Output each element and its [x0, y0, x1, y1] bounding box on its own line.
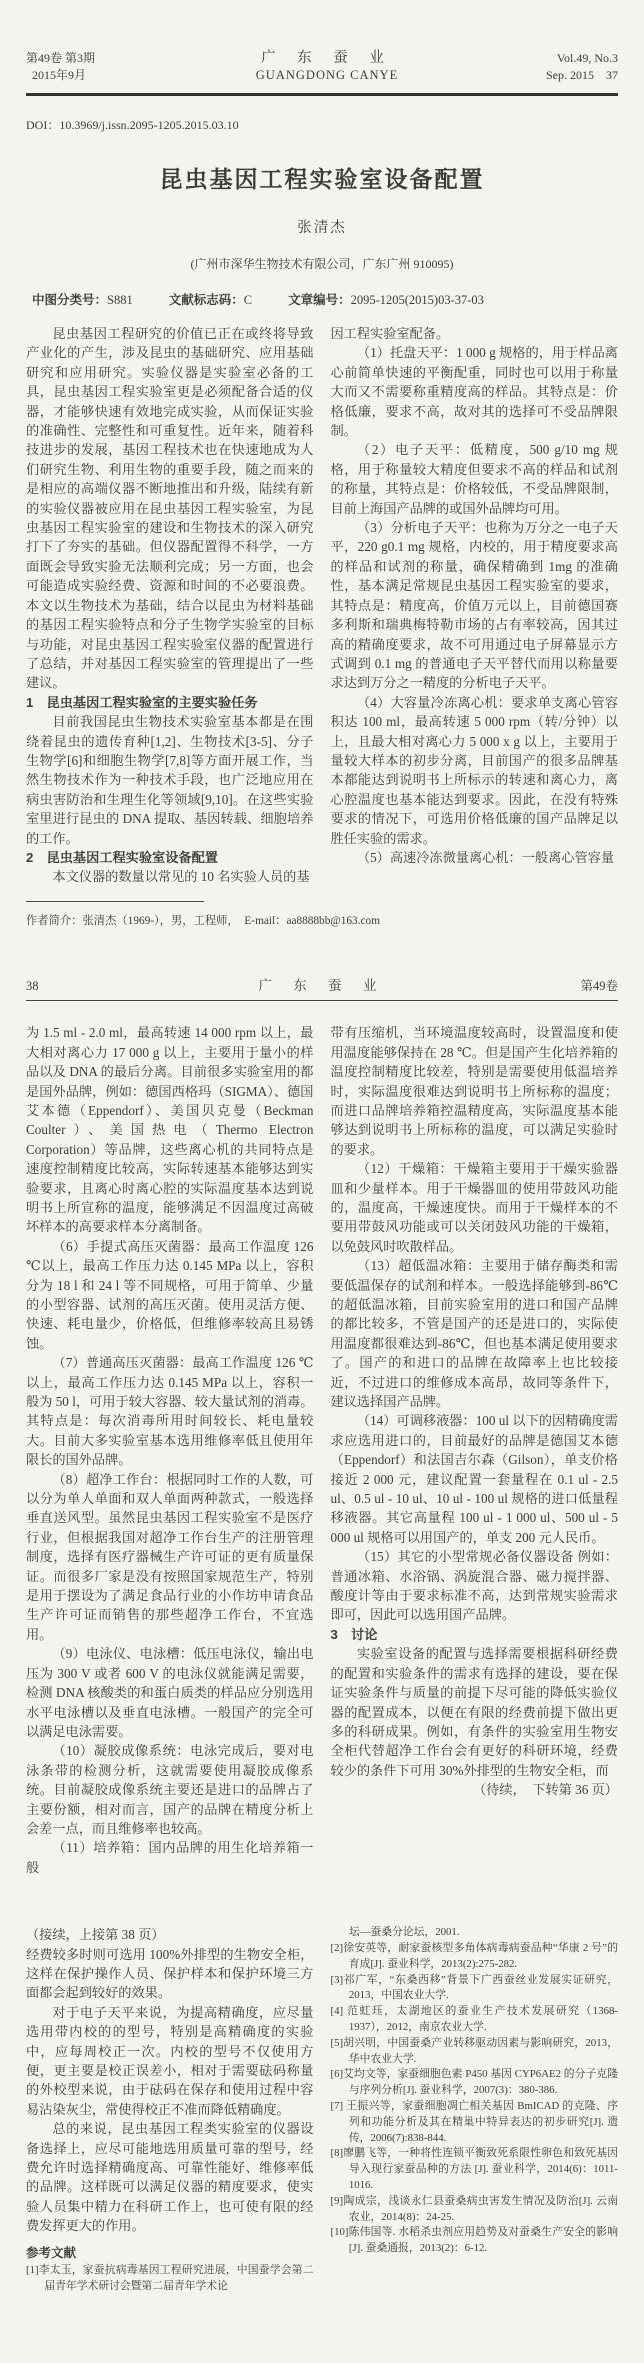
paragraph: （7）普通高压灭菌器：最高工作温度 126 ℃以上，最高工作压力达 0.145 MPa 以上，容积一般为 50 l，可用于较大容器、较大量试剂的消毒。其特点是：每次消毒所用时间较长、耗电量较大。目前大多实验室基本选用维修率低且使用年限长的国外品牌。: [26, 1355, 314, 1468]
paragraph: 因工程实验室配备。: [330, 326, 450, 341]
continuation-column-left: [26, 1925, 314, 2295]
document-code-label: 文献标志码：: [168, 293, 244, 307]
article-id: [288, 290, 484, 308]
section-heading: 3 讨论: [330, 1626, 378, 1642]
paragraph: 经费较多时则可选用 100%外排型的生物安全柜，这样在保护操作人员、保护样本和保护环境三方面都会起到较好的效果。: [26, 1946, 314, 2001]
document-code-value: C: [243, 293, 253, 307]
running-head-journal: 广 东 蚕 业: [258, 977, 386, 993]
paragraph: 实验室设备的配置与选择需要根据科研经费的配置和实验条件的需求有选择的建设，要在保证实验条件与质量的前提下尽可能的降低实验仪器的配置成本，以便在有限的经费前提下做出更多的科研成果。例如，有条件的实验室用生物安全柜代替超净工作台会有更好的科研环境，经费较少的条件下可用 30%外排型的生物安全柜，而: [330, 1646, 618, 1778]
paragraph: 总的来说，昆虫基因工程类实验室的仪器设备选择上，应尽可能地选用质量可靠的型号，经费允许时选择精确度高、可靠性能好、维修率低的品牌。这样既可以满足仪器的精度要求，使实验人员集中精力在科研工作上，也可使有限的经费发挥更大的作用。: [26, 2121, 314, 2234]
page-38: [0, 974, 644, 1877]
volume-issue-en: Vol.49, No.3: [556, 51, 618, 65]
issue-date-cn: 2015年9月: [32, 68, 87, 82]
article-id-value: 2095-1205(2015)03-37-03: [350, 293, 484, 307]
paragraph: 本文仪器的数量以常见的 10 名实验人员的基: [52, 869, 310, 885]
body-columns-p36: [26, 1925, 618, 2295]
volume-issue-block: [26, 50, 156, 84]
body-column-right: [331, 1023, 619, 1877]
article-id-label: 文章编号：: [288, 293, 351, 307]
author-bio-footnote: 作者简介：张清杰（1969-），男，工程师， E-mail：aa8888bb@163.com: [26, 914, 380, 927]
document-code: [169, 290, 252, 308]
reference-item: [10]陈伟国等. 水稻杀虫剂应用趋势及对蚕桑生产安全的影响[J]. 蚕桑通报，2013(2)：6-12.: [330, 2226, 618, 2255]
body-column-left: [26, 1023, 314, 1877]
reference-item: [6]艾均文等，家蚕细胞色素 P450 基因 CYP6AE2 的分子克隆与序列分析[J]. 蚕业科学，2007(3)：380-386.: [330, 2068, 618, 2097]
paragraph: （1）托盘天平：1 000 g 规格的，用于样品离心前简单快速的平衡配重，同时也可以用于称量大而又不需要称重精度高的样品。其特点是：价格低廉，要求不高，故对其的选择可不受品牌限制。: [330, 345, 618, 439]
article-title: 昆虫基因工程实验室设备配置: [159, 166, 485, 192]
clc-number-value: S881: [107, 293, 133, 307]
reference-item: [5]胡兴明，中国蚕桑产业转移驱动因素与影响研究，2013，华中农业大学.: [330, 2036, 618, 2065]
author-affiliation: (广州市深华生物技术有限公司，广东广州 910095): [190, 257, 454, 271]
body-column-right: [331, 324, 619, 887]
paragraph: （15）其它的小型常规必备仪器设备 例如：普通冰箱、水浴锅、涡旋混合器、磁力搅拌器、酸度计等由于要求标准不高，达到常规实验需求即可，因此可以选用国产品牌。: [330, 1549, 618, 1623]
journal-title-cn: 广 东 蚕 业: [261, 50, 393, 66]
volume-issue-cn: 第49卷 第3期: [26, 51, 96, 65]
clc-number-label: 中图分类号：: [32, 293, 108, 307]
author-name: 张清杰: [297, 220, 347, 236]
section-heading: 1 昆虫基因工程实验室的主要实验任务: [26, 694, 258, 710]
paragraph: （12）干燥箱：干燥箱主要用于干燥实验器皿和少量样本。用于干燥器皿的使用带鼓风功能的，温度高，干燥速度快。而用于干燥样本的不要用带鼓风功能或可以关闭鼓风功能的干燥箱，以免鼓风时吹散样品。: [330, 1161, 618, 1254]
page-37: [0, 0, 644, 928]
paragraph: （接续，上接第 38 页）: [26, 1927, 165, 1943]
reference-item: [7] 王振兴等，家蚕细胞凋亡相关基因 BmICAD 的克隆、序列和功能分析及其在精巢中特异表达的初步研究[J]. 遗传，2006(7):838-844.: [330, 2099, 618, 2144]
paragraph: （2）电子天平：低精度，500 g/10 mg 规格，用于称量较大精度但要求不高的样品和试剂的称量，其特点是：价格较低，不受品牌限制，目前上海国产品牌的或国外品牌均可用。: [330, 442, 618, 516]
reference-item: [9]陶成宗，浅谈永仁县蚕桑病虫害发生情况及防治[J]. 云南农业，2014(8)：24-25.: [330, 2194, 618, 2223]
body-columns-p38: [26, 1023, 618, 1877]
paragraph: 对于电子天平来说，为提高精确度，应尽量选用带内校的的型号，特别是高精确度的实验中，应每周校正一次。内校的型号不仅使用方便，更主要是校正误差小，相对于需要砝码称量的外校型来说，由于砝码在保存和使用过程中容易沾染灰尘，常使得校正不准而降低精确度。: [26, 2004, 314, 2117]
journal-title-block: [156, 50, 498, 84]
body-columns-p37: [26, 324, 618, 887]
article-meta-row: [26, 290, 618, 308]
clc-number: [32, 290, 133, 308]
reference-item: 坛—蚕桑分论坛，2001.: [348, 1926, 460, 1939]
paragraph: 昆虫基因工程研究的价值已正在或终将导致产业化的产生，涉及昆虫的基础研究、应用基础研究和应用研究。实验仪器是实验室必备的工具，昆虫基因工程实验室更是必须配备合适的仪器，才能够快速有效地完成实验，从而保证实验的准确性、完整性和可重复性。近年来，随着科技进步的发展，基因工程技术也在快速地成为人们研究生物、利用生物的重要手段，随之而来的是相应的高端仪器不断地推出和升级，陆续有新的实验仪器被应用在昆虫基因工程实验室，为昆虫基因工程实验室的建设和生物技术的深入研究打下了夯实的基础。但仪器配置得不科学，一方面既会导致实验无法顺利完成；另一方面，也会可能造成实验经费、资源和时间的不必要浪费。本文以生物技术为基础，结合以昆虫为材料基础的基因工程实验特点和分子生物学实验室的目标与功能，对昆虫基因工程实验室仪器的配置进行了总结，并对基因工程实验室的管理提出了一些建议。: [26, 326, 314, 691]
paragraph: （3）分析电子天平：也称为万分之一电子天平，220 g0.1 mg 规格，内校的，用于精度要求高的样品和试剂的称量，确保精确到 1mg 的准确性，基本满足常规昆虫基因工程实验室的要求，其特点是：精度高，价值万元以上，目前德国赛多利斯和瑞典梅特勒市场的占有率较高，因其过高的精确度要求，故不可用通过电子屏幕显示方式调到 0.1 mg 的普通电子天平替代而用以称量要求达到万分之一精度的分析电子天平。: [330, 520, 618, 691]
reference-item: [8]廖鹏飞等，一种将性连锁平衡致死系限性卵色和致死基因导入现行家蚕品种的方法 [J]. 蚕业科学，2014(6)：1011-1016.: [330, 2147, 618, 2191]
references-column: [331, 1925, 619, 2295]
paragraph: （11）培养箱：国内品牌的用生化培养箱一般: [26, 1840, 314, 1875]
paragraph: 目前我国昆虫生物技术实验室基本都是在围绕着昆虫的遗传育种[1,2]、生物技术[3-5]、分子生物学[6]和细胞生物学[7,8]等方面开展工作，当然生物技术作为一种技术手段，也广泛地应用在病虫害防治和生理生化等领域[9,10]。在这些实验室里进行昆虫的 DNA 提取、基因转载、细胞培养的工作。: [26, 714, 314, 846]
paragraph: （5）高速冷冻微量离心机：一般离心管容量: [356, 849, 615, 865]
body-column-left: [26, 324, 314, 887]
paragraph: （6）手提式高压灭菌器：最高工作温度 126 ℃以上，最高工作压力达 0.145 MPa 以上，容积分为 18 l 和 24 l 等不同规格，可用于简单、少量的小型容器、试剂的高压灭菌。使用灵活方便、快速、耗电量少，价格低，但维修率较高且易锈蚀。: [26, 1238, 314, 1351]
footnote-divider: [26, 901, 204, 902]
running-header: [26, 974, 618, 994]
paragraph: （4）大容量冷冻离心机：要求单支离心管容积达 100 ml，最高转速 5 000 rpm（转/分钟）以上，且最大相对离心力 5 000 x g 以上，主要用于量较大样本的初步分离，目前国产的很多品牌基本都能达到说明书上所标示的转速和离心力，离心腔温度也基本能达到要求。因此，在没有特殊要求的情况下，可选用价格低廉的国产品牌足以胜任实验的需求。: [330, 694, 618, 846]
paragraph: （13）超低温冰箱：主要用于储存酶类和需要低温保存的试剂和样本。一般选择能够到-86℃的超低温冰箱，目前实验室用的进口和国产品牌的都比较多，不管是国产的还是进口的，实际使用温度都很难达到-86℃，但也基本满足使用要求了。国产的和进口的品牌在故障率上也比较接近，不过进口的维修成本高昂，故同等条件下，建议选择国产品牌。: [330, 1258, 618, 1409]
reference-item: [1]李太玉，家蚕抗病毒基因工程研究进展，中国蚕学会第二届青年学术研讨会暨第二届青年学术论: [26, 2264, 314, 2292]
reference-item: [3]祁广军，“东桑西移”背景下广西蚕丝业发展实证研究，2013，中国农业大学.: [330, 1973, 618, 2002]
issue-date-page-en: Sep. 2015 37: [545, 68, 618, 82]
journal-header: [26, 50, 618, 84]
reference-item: [4] 范虹珏，太湖地区的蚕业生产技术发展研究（1368-1937），2012，南京农业大学.: [330, 2005, 618, 2033]
page-number: 38: [26, 978, 39, 993]
doi-line: DOI：10.3969/j.issn.2095-1205.2015.03.10: [26, 118, 239, 132]
references-heading: 参考文献: [26, 2245, 77, 2260]
paragraph: （14）可调移液器：100 ul 以下的因精确度需求应选用进口的，目前最好的品牌是德国艾本德（Eppendorf）和法国吉尔森（Gilson），单支价格接近 2 000 元，建议配置一套量程在 0.1 ul - 2.5 ul、0.5 ul - 10 ul、10 ul - 100 ul 规格的进口低量程移液器。其它高量程 100 ul - 1 000 ul、500 ul - 5 000 ul 规格可以用国产的，单支 200 元人民币。: [330, 1413, 618, 1545]
paragraph: （8）超净工作台：根据同时工作的人数，可以分为单人单面和双人单面两种款式，一般选择垂直送风型。虽然昆虫基因工程实验室不是医疗行业，但根据我国对超净工作台生产的注册管理制度，选择有医疗器械生产许可证的更有质量保证。而很多厂家是没有按照国家规范生产，特别是用于摆设为了满足食品行业的小作坊申请食品生产许可证而销售的那些超净工作台，不宜选用。: [26, 1471, 314, 1642]
volume-issue-en-block: [498, 50, 618, 84]
paragraph: （待续， 下转第 36 页）: [472, 1782, 618, 1798]
paragraph: 为 1.5 ml - 2.0 ml，最高转速 14 000 rpm 以上，最大相对离心力 17 000 g 以上，主要用于量小的样品以及 DNA 的最后分离。目前很多实验室用的都是国外品牌，例如：德国西格玛（SIGMA）、德国艾本德（Eppendorf）、美国贝克曼（Beckman Coulter）、美国热电（Thermo Electron Corporation）等品牌，这些离心机的共同特点是速度控制精度比较高，实际转速基本能够达到实验要求，且离心时离心腔的实际温度基本达到说明书上所宣称的温度，能够满足不因温度过高破坏样本的高要求样本分离制备。: [26, 1025, 314, 1235]
paragraph: （10）凝胶成像系统：电泳完成后，要对电泳条带的检测分析，这就需要使用凝胶成像系统。目前凝胶成像系统主要还是进口的品牌占了主要份额，相对而言，国产的品牌在精度分析上会差一点，而且维修率也较高。: [26, 1743, 314, 1836]
header-rule: [26, 93, 618, 96]
running-head-volume: 第49卷: [580, 978, 618, 993]
section-heading: 2 昆虫基因工程实验室设备配置: [26, 849, 218, 865]
paragraph: （9）电泳仪、电泳槽：低压电泳仪，输出电压为 300 V 或者 600 V 的电泳仪就能满足需要，检测 DNA 核酸类的和蛋白质类的样品应分别选用水平电泳槽以及垂直电泳槽。一般国产的完全可以满足电泳需要。: [26, 1646, 314, 1739]
reference-item: [2]徐安英等，耐家蚕核型多角体病毒病蚕品种“华康 2 号”的育成[J]. 蚕业科学，2013(2):275-282.: [330, 1941, 618, 1970]
paragraph: 带有压缩机，当环境温度较高时，设置温度和使用温度能够保持在 28 ℃。但是国产生化培养箱的温度控制精度比较差，特别是需要使用低温培养时，实际温度很难达到说明书上所标称的温度；而进口品牌培养箱控温精度高，实际温度基本能够达到说明书上所标称的温度，可以满足实验时的要求。: [330, 1025, 618, 1157]
running-header-rule: [26, 1000, 618, 1002]
journal-title-en: GUANGDONG CANYE: [255, 68, 399, 82]
page-36-continuation: [0, 1925, 644, 2295]
